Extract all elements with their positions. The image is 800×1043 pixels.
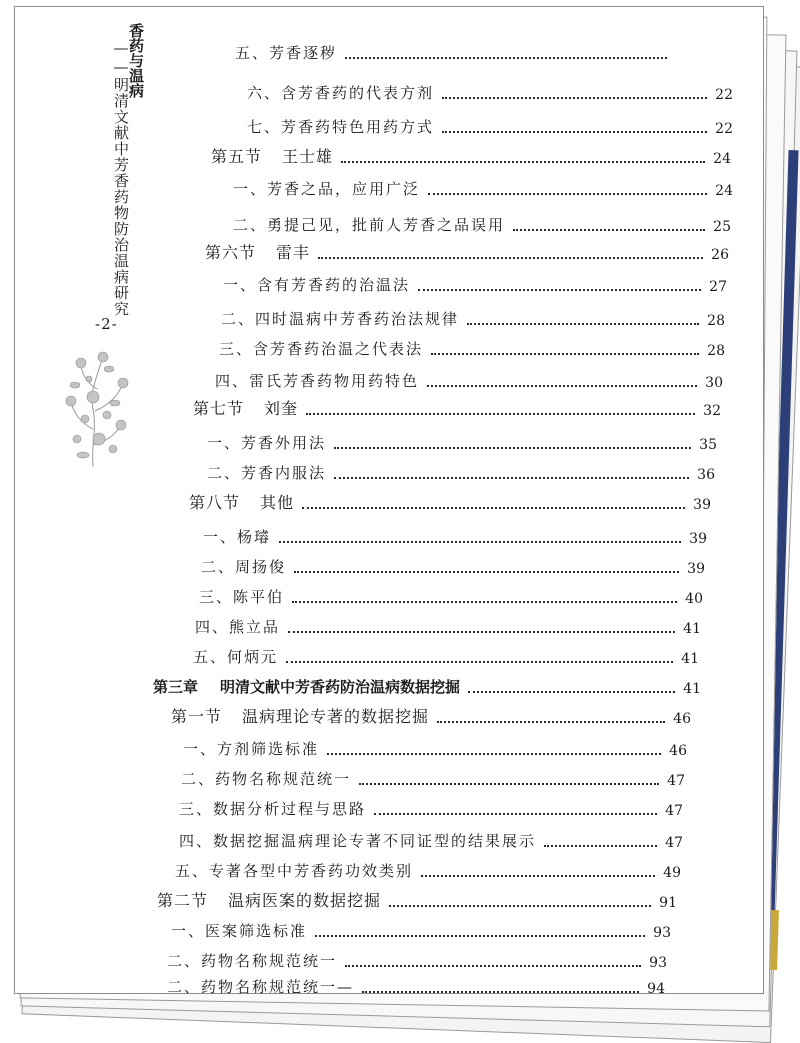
dot-leader [288,631,675,633]
toc-page-number: 93 [649,955,667,971]
toc-entry-title: 一、方剂筛选标准 [183,740,320,758]
toc-entry-title: 二、四时温病中芳香药治法规律 [221,310,460,328]
toc-page-number: 40 [685,591,703,607]
toc-entry [215,367,723,391]
toc-entry-title: 二、药物名称规范统一— [167,978,355,996]
dot-leader [345,965,641,967]
section-label: 第六节 [205,243,257,262]
toc-entry-title: 四、雷氏芳香药物用药特色 [215,372,420,390]
book-subtitle: ——明清文献中芳香药物防治温病研究 [112,39,130,317]
toc-entry [235,39,675,63]
toc-page [14,6,764,997]
section-name: 刘奎 [264,399,299,418]
section-title [211,144,333,167]
toc-entry [181,765,685,789]
section-name: 雷丰 [276,243,311,262]
toc-entry [247,79,733,103]
dot-leader [292,601,677,603]
chapter-name: 明清文献中芳香药防治温病数据挖掘 [220,678,461,696]
toc-entry [221,305,725,329]
toc-entry [175,857,681,881]
dot-leader [345,57,667,59]
toc-entry-title: 二、勇提己见，批前人芳香之品误用 [233,216,506,234]
toc-entry [203,523,707,547]
section-name: 温病医案的数据挖掘 [228,891,382,910]
toc-section [193,395,721,419]
dot-leader [442,97,707,99]
dot-leader [544,845,657,847]
toc-page-number: 22 [715,121,733,137]
toc-entry [183,735,687,759]
toc-page-number: 46 [669,743,687,759]
dot-leader [421,875,655,877]
toc-page-number: 39 [687,561,705,577]
toc-entry [179,795,683,819]
dot-leader [334,447,691,449]
toc-page-number: 41 [683,681,701,697]
section-name: 温病理论专著的数据挖掘 [242,707,430,726]
toc-entry-title: 四、数据挖掘温病理论专著不同证型的结果展示 [179,832,537,850]
toc-page-number: 93 [653,925,671,941]
toc-page-number: 39 [693,497,711,513]
toc-entry-title: 五、专著各型中芳香药功效类别 [175,862,414,880]
section-title [157,888,381,911]
toc-page-number: 24 [715,183,733,199]
toc-entry-title: 四、熊立品 [195,618,281,636]
toc-page-number: 32 [703,403,721,419]
toc-page-number: 41 [683,621,701,637]
toc-page-number: 49 [663,865,681,881]
toc-entry-title: 五、芳香逐秽 [235,44,338,62]
toc-entry-title: 三、数据分析过程与思路 [179,800,367,818]
dot-leader [374,813,657,815]
toc-entry [199,583,703,607]
dot-leader [431,353,699,355]
chapter-title [153,676,460,697]
book-title: 香药与温病 [127,23,145,98]
toc-entry [233,175,733,199]
toc-entry-title: 一、含有芳香药的治温法 [223,276,411,294]
toc-page-number: 28 [707,313,725,329]
toc-page-number: 94 [647,981,665,997]
toc-entry-title: 一、芳香之品，应用广泛 [233,180,421,198]
toc-entry-title: 二、周扬俊 [201,558,287,576]
toc-entry [219,335,725,359]
dot-leader [279,541,681,543]
toc-section [171,703,691,727]
toc-entry [233,211,731,235]
dot-leader [341,161,705,163]
toc-entry-title: 二、药物名称规范统一 [181,770,352,788]
toc-entry-title: 一、杨璿 [203,528,272,546]
toc-entry [207,459,715,483]
toc-page-number: 35 [699,437,717,453]
toc-page-number: 28 [707,343,725,359]
section-title [193,396,298,419]
dot-leader [286,661,673,663]
toc-entry-title: 五、何炳元 [193,648,279,666]
dot-leader [315,935,645,937]
section-name: 其他 [260,493,295,512]
toc-chapter [153,673,701,697]
section-label: 第一节 [171,707,223,726]
dot-leader [294,571,679,573]
section-name: 王士雄 [282,147,334,166]
toc-page-number: 27 [709,279,727,295]
toc-page-number: 46 [673,711,691,727]
dot-leader [467,323,699,325]
dot-leader [302,507,685,509]
dot-leader [428,193,707,195]
toc-page-number: 24 [713,151,731,167]
toc-entry-title: 二、芳香内服法 [207,464,327,482]
toc-section [205,239,729,263]
dot-leader [513,229,705,231]
dot-leader [327,753,661,755]
toc-entry-title: 三、陈平伯 [199,588,285,606]
dot-leader [359,783,659,785]
section-label: 第五节 [211,147,263,166]
toc-page-number: 25 [713,219,731,235]
dot-leader [362,991,639,993]
toc-entry [179,827,683,851]
dot-leader [318,257,703,259]
toc-entry [167,947,667,971]
section-title [189,490,294,513]
toc-page-number: 26 [711,247,729,263]
page-number: -2- [95,315,118,333]
dot-leader [468,691,675,693]
section-title [171,704,429,727]
toc-entry-title: 七、芳香药特色用药方式 [247,118,435,136]
toc-page-number: 47 [665,803,683,819]
toc-entry [201,553,705,577]
chapter-label: 第三章 [153,678,199,696]
toc-entry [171,917,671,941]
toc-page-number: 47 [667,773,685,789]
toc-page-number: 36 [697,467,715,483]
toc-entry [247,113,733,137]
toc-entry-title: 二、药物名称规范统一 [167,952,338,970]
toc-entry-title: 一、医案筛选标准 [171,922,308,940]
toc-entry-title: 六、含芳香药的代表方剂 [247,84,435,102]
dot-leader [334,477,689,479]
section-label: 第七节 [193,399,245,418]
table-of-contents [15,7,763,997]
toc-entry [207,429,717,453]
toc-section [189,489,711,513]
toc-entry-title: 一、芳香外用法 [207,434,327,452]
toc-entry [193,643,699,667]
section-label: 第八节 [189,493,241,512]
toc-section [157,887,677,911]
toc-entry [195,613,701,637]
section-title [205,240,310,263]
dot-leader [427,385,697,387]
toc-section [211,143,731,167]
toc-entry [223,271,727,295]
dot-leader [389,905,651,907]
dot-leader [437,721,665,723]
toc-page-number: 30 [705,375,723,391]
toc-page-number: 91 [659,895,677,911]
toc-page-number: 47 [665,835,683,851]
toc-page-number: 41 [681,651,699,667]
dot-leader [442,131,707,133]
section-label: 第二节 [157,891,209,910]
dot-leader [306,413,695,415]
dot-leader [418,289,701,291]
toc-page-number: 39 [689,531,707,547]
toc-entry [167,973,665,997]
toc-entry-title: 三、含芳香药治温之代表法 [219,340,424,358]
toc-page-number: 22 [715,87,733,103]
